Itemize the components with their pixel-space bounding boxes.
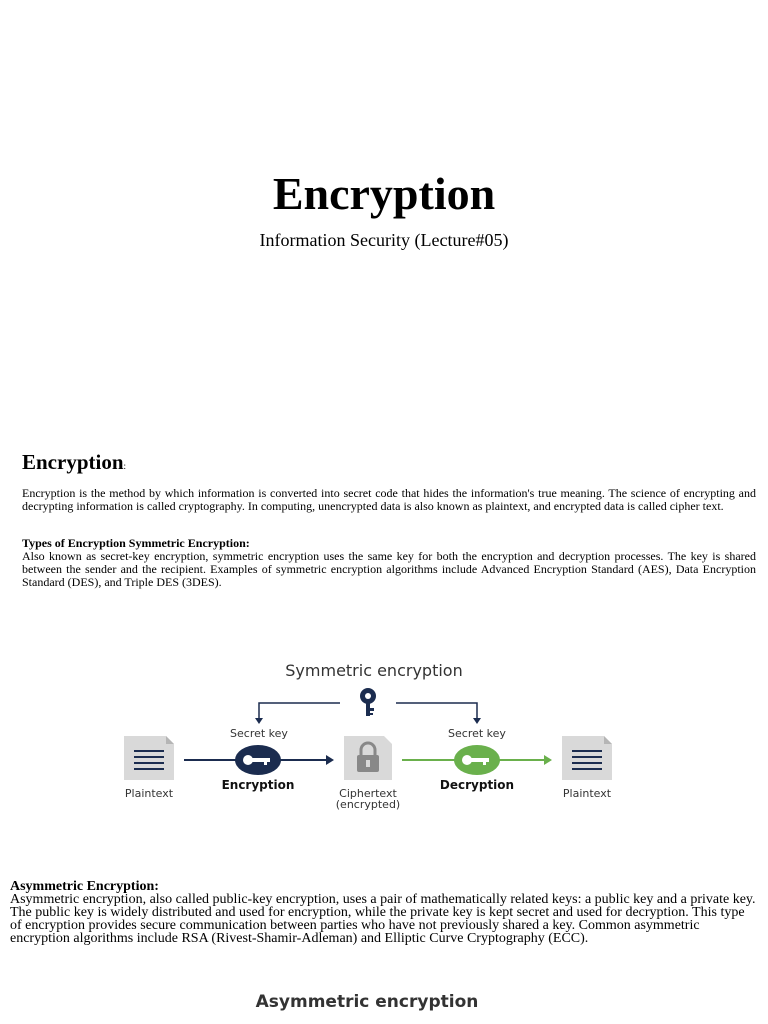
right-key-label: Secret key (448, 727, 506, 740)
intro-paragraph: Encryption is the method by which information is converted into secret code that hides the information's true meaning. The science of encrypting and decrypting information is called cryptography. In computing, unencrypted data is also known as plaintext, and encrypted data is called cipher text. (22, 486, 756, 513)
decryption-key-icon (454, 745, 500, 775)
symmetric-paragraph: Also known as secret-key encryption, symmetric encryption uses the same key for both the encryption and decryption processes. The key is shared between the sender and the recipient. Examples of symmetric encryption algorithms include Advanced Encryption Standard (AES), Data Encryption Standard (DES), and Triple DES (3DES). (22, 549, 756, 589)
asymmetric-section (10, 880, 758, 945)
page-subtitle: Information Security (Lecture#05) (259, 230, 509, 250)
asymmetric-diagram-title: Asymmetric encryption (255, 992, 479, 1012)
left-key-label: Secret key (230, 727, 288, 740)
plaintext-left-label: Plaintext (124, 787, 174, 800)
shared-key-icon (360, 688, 376, 716)
cover-block (0, 168, 768, 251)
asymmetric-paragraph: Asymmetric encryption, also called public-key encryption, uses a pair of mathematically related keys: a public key and a private key. The public key is widely distributed and used for encryption, while the private key is kept secret and used for decryption. This type of encryption provides secure communication between parties who have not previously shared a key. Common asymmetric encryption algorithms include RSA (Rivest-Shamir-Adleman) and Elliptic Curve Cryptography (ECC). (10, 892, 756, 946)
plaintext-document-icon (562, 736, 612, 780)
page-title: Encryption (272, 168, 496, 219)
symmetric-section (22, 537, 756, 589)
intro-section (22, 450, 756, 513)
left-key-line (259, 703, 340, 720)
symmetric-heading: Types of Encryption Symmetric Encryption: (22, 536, 250, 550)
ciphertext-label: Ciphertext (339, 787, 397, 800)
asymmetric-heading: Asymmetric Encryption: (10, 879, 159, 894)
ciphertext-lock-icon (344, 736, 392, 780)
encryption-label: Encryption (221, 778, 295, 792)
decryption-label: Decryption (439, 778, 515, 792)
right-key-line (396, 703, 477, 720)
plaintext-right-label: Plaintext (562, 787, 612, 800)
ciphertext-sublabel: (encrypted) (335, 798, 401, 811)
encryption-key-icon (235, 745, 281, 775)
diagram-title: Symmetric encryption (285, 661, 463, 680)
intro-heading: Encryption: (22, 450, 127, 474)
symmetric-encryption-diagram (0, 650, 768, 830)
plaintext-document-icon (124, 736, 174, 780)
